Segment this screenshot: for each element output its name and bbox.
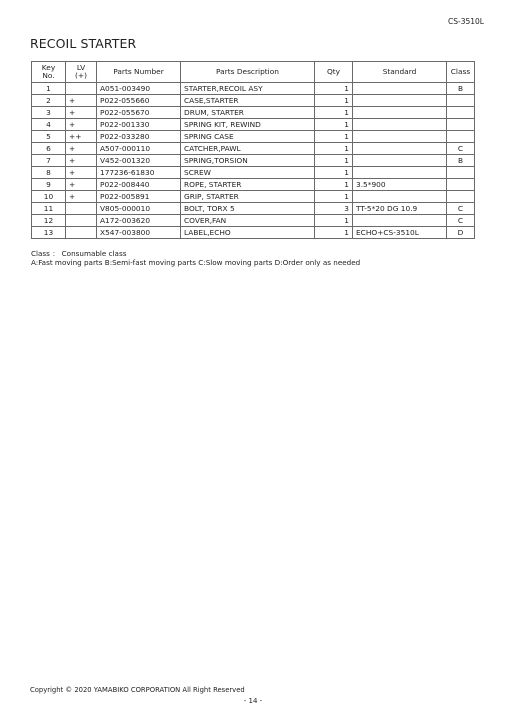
cell-lv: + [66,167,97,179]
cell-lv: + [66,143,97,155]
cell-parts-number: P022-055670 [97,107,181,119]
cell-parts-number: P022-033280 [97,131,181,143]
cell-key-no: 1 [32,83,66,95]
cell-parts-description: BOLT, TORX 5 [181,203,315,215]
cell-qty: 1 [315,131,353,143]
cell-class [447,131,475,143]
class-legend-definitions: A:Fast moving parts B:Semi-fast moving parts C:Slow moving parts D:Order only as needed [31,258,361,267]
cell-class [447,107,475,119]
cell-lv: + [66,95,97,107]
cell-standard [353,119,447,131]
cell-standard: TT-5*20 DG 10.9 [353,203,447,215]
cell-key-no: 3 [32,107,66,119]
table-row [32,119,475,131]
table-row [32,215,475,227]
cell-qty: 1 [315,215,353,227]
section-title: RECOIL STARTER [30,36,137,51]
cell-parts-number: P022-008440 [97,179,181,191]
cell-parts-description: GRIP, STARTER [181,191,315,203]
copyright-notice: Copyright © 2020 YAMABIKO CORPORATION All Right Reserved [30,686,245,694]
header-class: Class [447,62,475,83]
cell-standard [353,191,447,203]
table-row [32,191,475,203]
cell-parts-number: V452-001320 [97,155,181,167]
cell-key-no: 7 [32,155,66,167]
cell-parts-number: V805-000010 [97,203,181,215]
cell-standard [353,143,447,155]
cell-parts-description: SPRING CASE [181,131,315,143]
cell-class [447,119,475,131]
table-row [32,155,475,167]
cell-parts-number: A172-003620 [97,215,181,227]
cell-parts-number: P022-005891 [97,191,181,203]
header-parts-number: Parts Number [97,62,181,83]
cell-parts-description: DRUM, STARTER [181,107,315,119]
cell-key-no: 5 [32,131,66,143]
cell-lv [66,215,97,227]
cell-parts-number: 177236-61830 [97,167,181,179]
cell-standard [353,131,447,143]
table-row [32,107,475,119]
header-standard: Standard [353,62,447,83]
cell-lv: + [66,107,97,119]
cell-lv [66,203,97,215]
cell-qty: 1 [315,143,353,155]
cell-qty: 3 [315,203,353,215]
parts-table [31,61,475,239]
cell-lv: + [66,191,97,203]
cell-lv: + [66,155,97,167]
table-row [32,131,475,143]
cell-standard [353,83,447,95]
cell-standard [353,107,447,119]
cell-parts-description: SPRING KIT, REWIND [181,119,315,131]
cell-standard [353,167,447,179]
cell-parts-number: A507-000110 [97,143,181,155]
cell-parts-description: ROPE, STARTER [181,179,315,191]
cell-standard [353,155,447,167]
page-number: - 14 - [243,697,263,705]
cell-parts-description: CASE,STARTER [181,95,315,107]
model-number: CS-3510L [448,17,484,26]
cell-qty: 1 [315,191,353,203]
cell-qty: 1 [315,107,353,119]
table-header-row [32,62,475,83]
cell-class: C [447,203,475,215]
cell-key-no: 8 [32,167,66,179]
cell-key-no: 10 [32,191,66,203]
cell-parts-number: X547-003800 [97,227,181,239]
cell-standard [353,215,447,227]
cell-parts-number: P022-001330 [97,119,181,131]
table-row [32,95,475,107]
cell-class [447,179,475,191]
cell-standard [353,95,447,107]
cell-class: B [447,155,475,167]
cell-lv: + [66,119,97,131]
cell-qty: 1 [315,179,353,191]
cell-parts-description: COVER,FAN [181,215,315,227]
table-row [32,167,475,179]
cell-qty: 1 [315,95,353,107]
cell-qty: 1 [315,119,353,131]
cell-qty: 1 [315,227,353,239]
table-row [32,227,475,239]
header-qty: Qty [315,62,353,83]
table-row [32,179,475,191]
header-parts-description: Parts Description [181,62,315,83]
cell-class [447,95,475,107]
cell-parts-description: CATCHER,PAWL [181,143,315,155]
cell-key-no: 11 [32,203,66,215]
cell-key-no: 13 [32,227,66,239]
cell-parts-description: LABEL,ECHO [181,227,315,239]
cell-parts-description: STARTER,RECOIL ASY [181,83,315,95]
cell-key-no: 4 [32,119,66,131]
cell-parts-number: A051-003490 [97,83,181,95]
cell-key-no: 6 [32,143,66,155]
cell-lv: + [66,179,97,191]
cell-lv [66,83,97,95]
table-row [32,203,475,215]
cell-class [447,167,475,179]
cell-parts-description: SCREW [181,167,315,179]
header-lv: LV (+) [66,62,97,83]
cell-key-no: 2 [32,95,66,107]
cell-qty: 1 [315,155,353,167]
cell-lv [66,227,97,239]
cell-class [447,191,475,203]
cell-lv: ++ [66,131,97,143]
cell-class: D [447,227,475,239]
cell-parts-number: P022-055660 [97,95,181,107]
cell-standard: ECHO+CS-3510L [353,227,447,239]
cell-qty: 1 [315,83,353,95]
cell-qty: 1 [315,167,353,179]
cell-standard: 3.5*900 [353,179,447,191]
cell-parts-description: SPRING,TORSION [181,155,315,167]
class-legend-title: Class ： Consumable class [31,249,127,258]
cell-key-no: 12 [32,215,66,227]
cell-class: B [447,83,475,95]
table-row [32,83,475,95]
cell-class: C [447,143,475,155]
cell-class: C [447,215,475,227]
cell-key-no: 9 [32,179,66,191]
header-key-no: Key No. [32,62,66,83]
table-row [32,143,475,155]
